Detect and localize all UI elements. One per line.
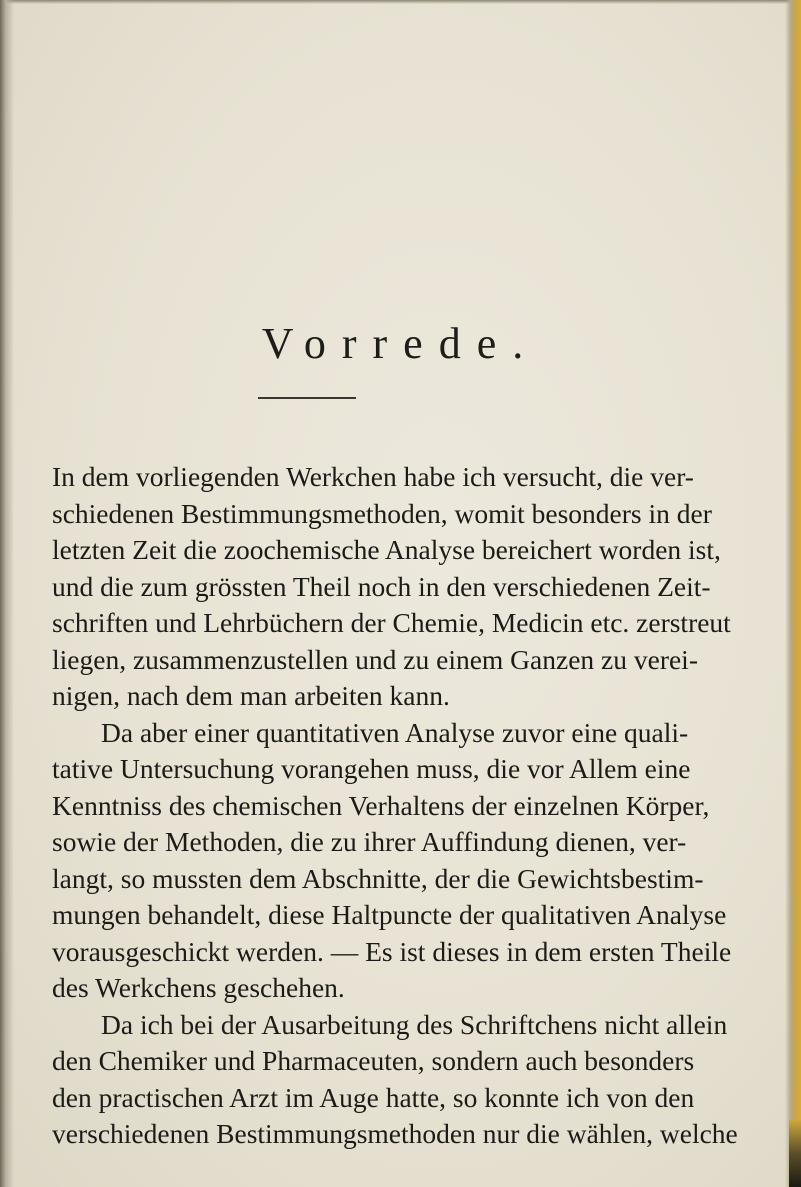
text-line: tative Untersuchung vorangehen muss, die vor Allem eine [52, 753, 691, 784]
text-line: In dem vorliegenden Werkchen habe ich versucht, die ver- [52, 461, 694, 492]
text-line: Da aber einer quantitativen Analyse zuvor eine quali- [101, 716, 689, 748]
text-line: nigen, nach dem man arbeiten kann. [52, 680, 450, 711]
text-line: schriften und Lehrbüchern der Chemie, Medicin etc. zerstreut [52, 607, 731, 638]
text-line: verschiedenen Bestimmungsmethoden nur die wählen, welche [52, 1118, 738, 1149]
page-corner [789, 1120, 801, 1187]
body-text [52, 459, 738, 1153]
text-line: des Werkchens geschehen. [52, 972, 345, 1003]
text-line: Da ich bei der Ausarbeitung des Schriftchens nicht allein [101, 1008, 728, 1040]
text-line: langt, so mussten dem Abschnitte, der die Gewichtsbestim- [52, 862, 704, 894]
text-line: und die zum grössten Theil noch in den verschiedenen Zeit- [52, 570, 711, 602]
text-line: den practischen Arzt im Auge hatte, so konnte ich von den [52, 1081, 695, 1113]
text-line: Kenntniss des chemischen Verhaltens der einzelnen Körper, [52, 789, 710, 821]
text-line: schiedenen Bestimmungsmethoden, womit besonders in der [52, 497, 712, 529]
text-line: vorausgeschickt werden. — Es ist dieses in dem ersten Theile [52, 935, 732, 967]
binding-shadow [0, 0, 14, 1187]
top-edge [0, 0, 801, 4]
text-line: mungen behandelt, diese Haltpuncte der qualitativen Analyse [52, 899, 727, 930]
text-line: den Chemiker und Pharmaceuten, sondern auch besonders [52, 1045, 695, 1076]
text-line: sowie der Methoden, die zu ihrer Auffindung dienen, ver- [52, 826, 687, 857]
text-line: liegen, zusammenzustellen und zu einem Ganzen zu verei- [52, 643, 698, 675]
text-line: letzten Zeit die zoochemische Analyse bereichert worden ist, [52, 534, 721, 565]
page-title: Vorrede. [261, 319, 540, 368]
title-rule [258, 397, 356, 399]
page-edge [785, 0, 801, 1187]
